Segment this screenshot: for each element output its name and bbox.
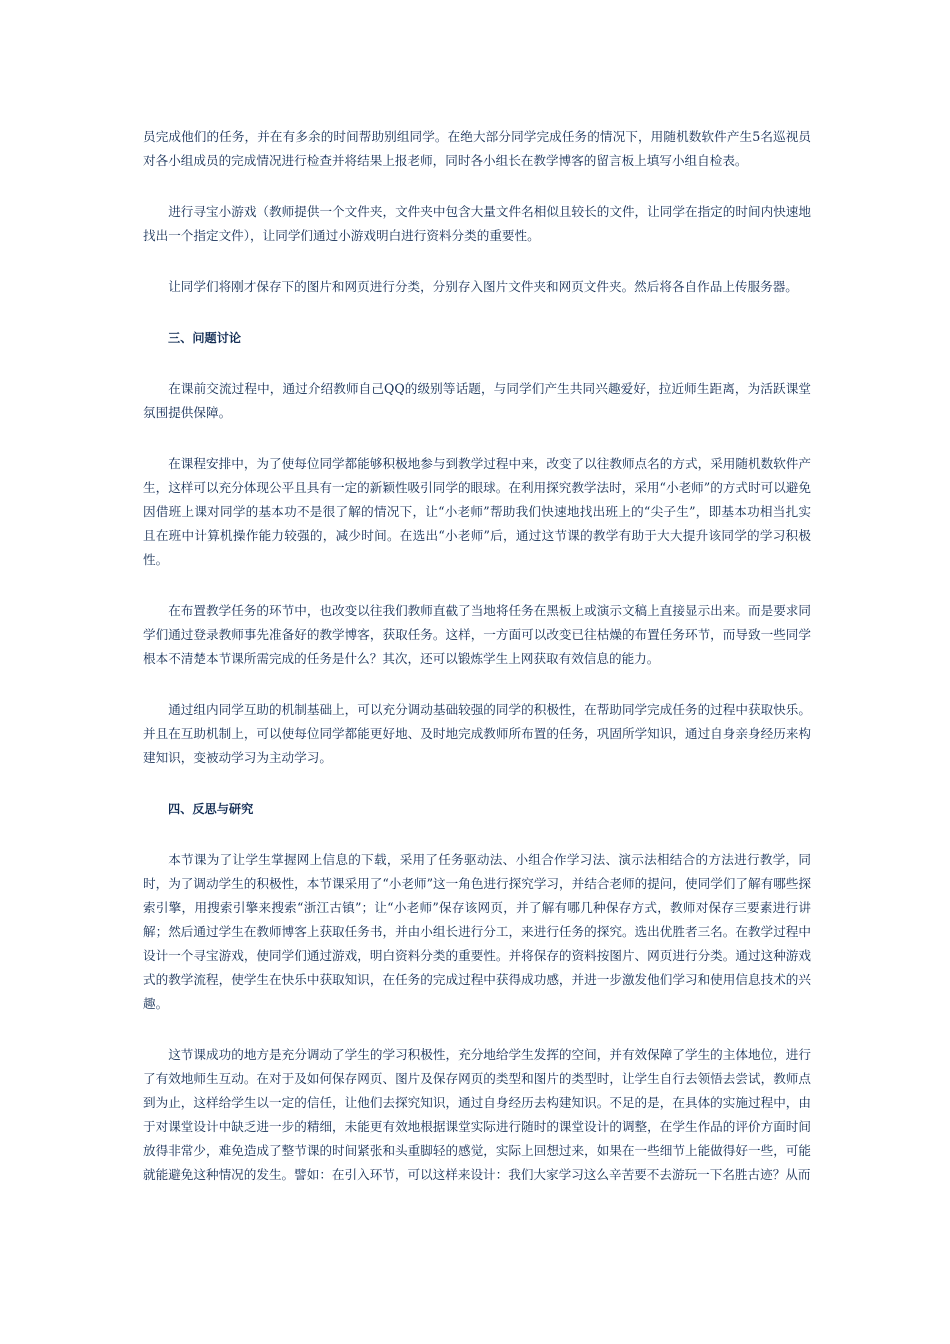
paragraph: 这节课成功的地方是充分调动了学生的学习积极性，充分地给学生发挥的空间，并有效保障了学生的主体地位，进行了有效地师生互动。在对于及如何保存网页、图片及保存网页的类型和图片的类型时，让学生自行去领悟去尝试，教师点到为止，这样给学生以一定的信任，让他们去探究知识，通过自身经历去构建知识。不足的是，在具体的实施过程中，由于对课堂设计中缺乏进一步的精细，未能更有效地根据课堂实际进行随时的课堂设计的调整，在学生作品的评价方面时间放得非常少，难免造成了整节课的时间紧张和头重脚轻的感觉，实际上回想过来，如果在一些细节上能做得好一些，可能就能避免这种情况的发生。譬如：在引入环节，可以这样来设计：我们大家学习这么辛苦要不去游玩一下名胜古迹？从而 <box>143 1047 811 1182</box>
paragraph: 让同学们将刚才保存下的图片和网页进行分类，分别存入图片文件夹和网页文件夹。然后将各自作品上传服务器。 <box>168 279 798 294</box>
document-body <box>143 125 811 1214</box>
section-heading-reflection: 四、反思与研究 <box>168 802 254 816</box>
paragraph: 员完成他们的任务，并在有多余的时间帮助别组同学。在绝大部分同学完成任务的情况下，用随机数软件产生5名巡视员对各小组成员的完成情况进行检查并将结果上报老师，同时各小组长在教学博客的留言板上填写小组自检表。 <box>143 129 811 168</box>
paragraph: 进行寻宝小游戏（教师提供一个文件夹，文件夹中包含大量文件名相似且较长的文件，让同学在指定的时间内快速地找出一个指定文件），让同学们通过小游戏明白进行资料分类的重要性。 <box>143 204 811 243</box>
paragraph: 通过组内同学互助的机制基础上，可以充分调动基础较强的同学的积极性，在帮助同学完成任务的过程中获取快乐。并且在互助机制上，可以使每位同学都能更好地、及时地完成教师所布置的任务，巩固所学知识，通过自身亲身经历来构建知识，变被动学习为主动学习。 <box>143 702 811 765</box>
paragraph: 在布置教学任务的环节中，也改变以往我们教师直截了当地将任务在黑板上或演示文稿上直接显示出来。而是要求同学们通过登录教师事先准备好的教学博客，获取任务。这样，一方面可以改变已往枯燥的布置任务环节，而导致一些同学根本不清楚本节课所需完成的任务是什么？其次，还可以锻炼学生上网获取有效信息的能力。 <box>143 603 811 666</box>
paragraph: 在课程安排中，为了使每位同学都能够积极地参与到教学过程中来，改变了以往教师点名的方式，采用随机数软件产生，这样可以充分体现公平且具有一定的新颖性吸引同学的眼球。在利用探究教学法时，采用“小老师”的方式时可以避免因借班上课对同学的基本功不是很了解的情况下，让“小老师”帮助我们快速地找出班上的“尖子生”，即基本功相当扎实且在班中计算机操作能力较强的，减少时间。在选出“小老师”后，通过这节课的教学有助于大大提升该同学的学习积极性。 <box>143 456 811 567</box>
paragraph: 本节课为了让学生掌握网上信息的下载，采用了任务驱动法、小组合作学习法、演示法相结合的方法进行教学，同时，为了调动学生的积极性，本节课采用了“小老师”这一角色进行探究学习，并结合老师的提问，使同学们了解有哪些探索引擎，用搜索引擎来搜索“浙江古镇”；让“小老师”保存该网页，并了解有哪几种保存方式，教师对保存三要素进行讲解；然后通过学生在教师博客上获取任务书，并由小组长进行分工，来进行任务的探究。选出优胜者三名。在教学过程中设计一个寻宝游戏，使同学们通过游戏，明白资料分类的重要性。并将保存的资料按图片、网页进行分类。通过这种游戏式的教学流程，使学生在快乐中获取知识，在任务的完成过程中获得成功感，并进一步激发他们学习和使用信息技术的兴趣。 <box>143 852 811 1011</box>
section-heading-discussion: 三、问题讨论 <box>168 331 242 345</box>
paragraph: 在课前交流过程中，通过介绍教师自己QQ的级别等话题，与同学们产生共同兴趣爱好，拉近师生距离，为活跃课堂氛围提供保障。 <box>143 381 811 420</box>
